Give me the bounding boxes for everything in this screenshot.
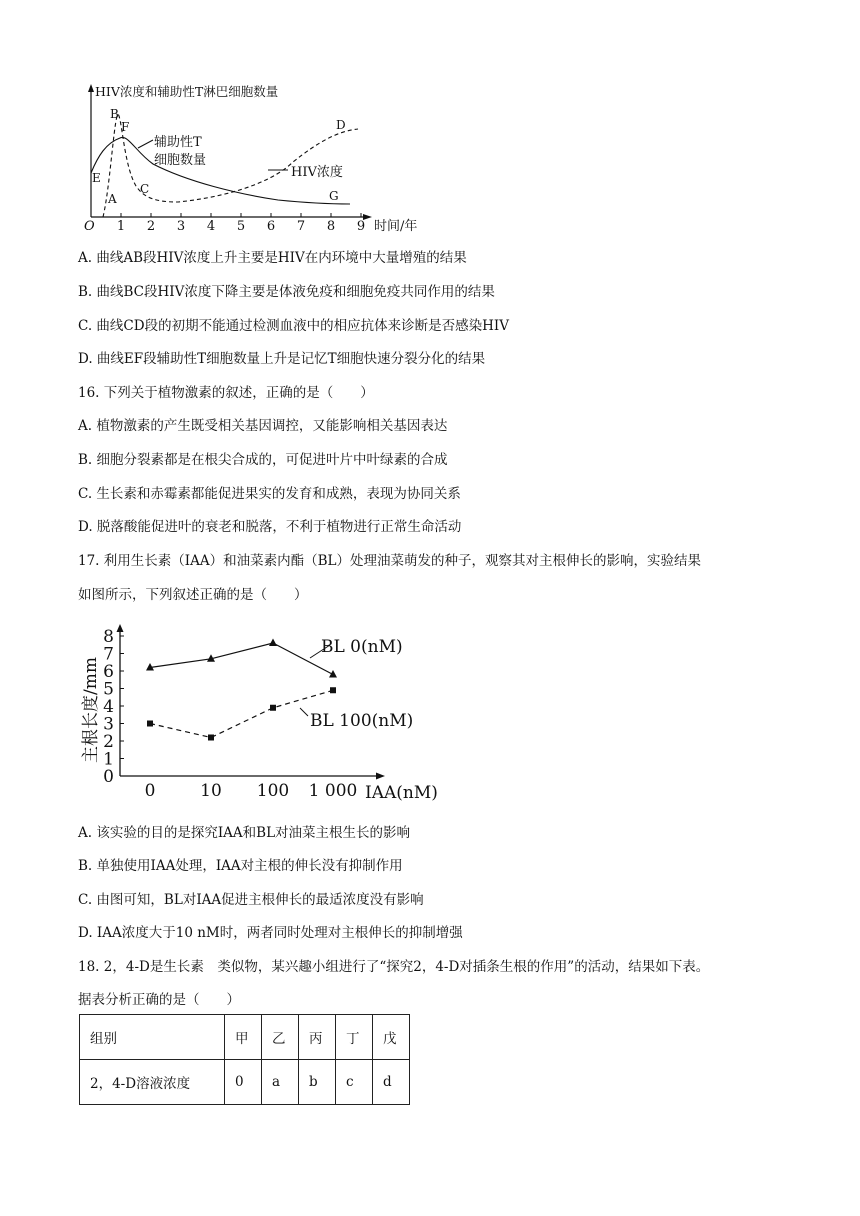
origin-label: O [84, 219, 95, 234]
chart-x-axis-arrow [376, 773, 385, 780]
x-tick-label: 1 000 [308, 781, 358, 801]
table-cell: 乙 [262, 1015, 299, 1060]
data-point-square [270, 705, 276, 711]
t-cell-label-line1: 辅助性T [154, 135, 202, 150]
q16-option-d: D. 脱落酸能促进叶的衰老和脱落，不利于植物进行正常生命活动 [78, 519, 462, 535]
table-cell: 戊 [373, 1015, 410, 1060]
x-tick-label: 6 [266, 219, 276, 234]
table-cell: 甲 [225, 1015, 262, 1060]
q15-option-a: A. 曲线AB段HIV浓度上升主要是HIV在内环境中大量增殖的结果 [78, 250, 467, 266]
q16-stem: 16. 下列关于植物激素的叙述，正确的是（ ） [78, 385, 374, 401]
q16-option-a: A. 植物激素的产生既受相关基因调控，又能影响相关基因表达 [78, 418, 448, 434]
q17-option-b: B. 单独使用IAA处理，IAA对主根的伸长没有抑制作用 [78, 858, 403, 874]
table-row [80, 1060, 410, 1105]
table-cell: a [262, 1060, 299, 1105]
table-row [80, 1015, 410, 1060]
q18-stem-line1: 18. 2，4-D是生长素 类似物，某兴趣小组进行了“探究2，4-D对插条生根的作用”的活动，结果如下表。 [78, 959, 710, 975]
chart-y-axis-arrow [117, 624, 124, 632]
y-tick-label: 8 [103, 627, 114, 647]
bl100-leader [300, 708, 308, 716]
y-axis-label: HIV浓度和辅助性T淋巴细胞数量 [95, 84, 279, 99]
point-e: E [92, 171, 101, 185]
table-cell: 丁 [336, 1015, 373, 1060]
table-cell: 2，4-D溶液浓度 [80, 1060, 225, 1105]
y-tick-label: 1 [103, 749, 114, 770]
x-tick-label: 2 [146, 219, 156, 234]
legend-bl100: BL 100(nM) [310, 711, 414, 731]
hiv-graph [78, 78, 438, 238]
point-f: F [121, 120, 130, 134]
chart-ylabel: 主根长度/mm [81, 657, 101, 763]
q17-option-d: D. IAA浓度大于10 nM时，两者同时处理对主根伸长的抑制增强 [78, 925, 463, 941]
table-cell: 丙 [299, 1015, 336, 1060]
y-tick-label: 3 [103, 714, 114, 735]
q16-option-b: B. 细胞分裂素都是在根尖合成的，可促进叶片中叶绿素的合成 [78, 452, 448, 468]
point-d: D [336, 118, 346, 132]
point-g: G [329, 189, 339, 203]
y-tick-label: 4 [103, 697, 114, 717]
x-tick-label: 7 [296, 219, 306, 234]
y-tick-label: 7 [103, 644, 114, 665]
x-tick-label: 9 [356, 219, 366, 234]
q15-option-b: B. 曲线BC段HIV浓度下降主要是体液免疫和细胞免疫共同作用的结果 [78, 284, 495, 300]
q16-option-c: C. 生长素和赤霉素都能促进果实的发育和成熟，表现为协同关系 [78, 486, 461, 502]
q17-option-a: A. 该实验的目的是探究IAA和BL对油菜主根生长的影响 [78, 825, 411, 841]
point-a: A [108, 192, 117, 206]
q15-option-c: C. 曲线CD段的初期不能通过检测血液中的相应抗体来诊断是否感染HIV [78, 318, 509, 334]
x-tick-label: 0 [144, 781, 156, 801]
q17-option-c: C. 由图可知，BL对IAA促进主根伸长的最适浓度没有影响 [78, 892, 424, 908]
y-axis-arrow [88, 84, 94, 92]
q17-stem-line1: 17. 利用生长素（IAA）和油菜素内酯（BL）处理油菜萌发的种子，观察其对主根伸长的影响，实验结果 [78, 553, 701, 569]
x-tick-label: 10 [200, 781, 222, 801]
x-tick-label: 5 [236, 219, 246, 234]
table-cell: 组别 [80, 1015, 225, 1060]
root-length-chart [78, 618, 458, 808]
table-cell: d [373, 1060, 410, 1105]
x-axis-label: 时间/年 [374, 219, 418, 234]
x-tick-label: 8 [326, 219, 336, 234]
data-point-triangle [329, 670, 337, 678]
q15-option-d: D. 曲线EF段辅助性T细胞数量上升是记忆T细胞快速分裂分化的结果 [78, 351, 486, 367]
data-point-square [147, 721, 153, 727]
t-cell-label-line2: 细胞数量 [154, 153, 207, 168]
table-cell: c [336, 1060, 373, 1105]
data-point-square [330, 687, 336, 693]
legend-bl0: BL 0(nM) [321, 637, 403, 657]
series-line-0 [150, 643, 333, 675]
y-tick-label: 2 [103, 732, 114, 752]
q17-stem-line2: 如图所示，下列叙述正确的是（ ） [78, 587, 308, 603]
x-tick-label: 3 [176, 219, 186, 234]
table-cell: 0 [225, 1060, 262, 1105]
q18-stem-line2: 据表分析正确的是（ ） [78, 992, 240, 1008]
point-b: B [110, 107, 119, 121]
data-point-square [208, 735, 214, 741]
t-cell-leader [138, 140, 153, 148]
y-tick-label: 6 [103, 662, 114, 682]
y-tick-label: 0 [103, 767, 114, 787]
point-c: C [140, 182, 150, 196]
data-point-triangle [269, 639, 277, 647]
x-tick-label: 100 [256, 781, 290, 801]
x-tick-label: 1 [116, 219, 126, 234]
group-table [79, 1014, 410, 1105]
x-tick-label: 4 [206, 219, 216, 234]
y-tick-label: 5 [103, 679, 114, 700]
table-cell: b [299, 1060, 336, 1105]
chart-xlabel: IAA(nM) [365, 783, 438, 803]
hiv-label: HIV浓度 [291, 165, 343, 180]
